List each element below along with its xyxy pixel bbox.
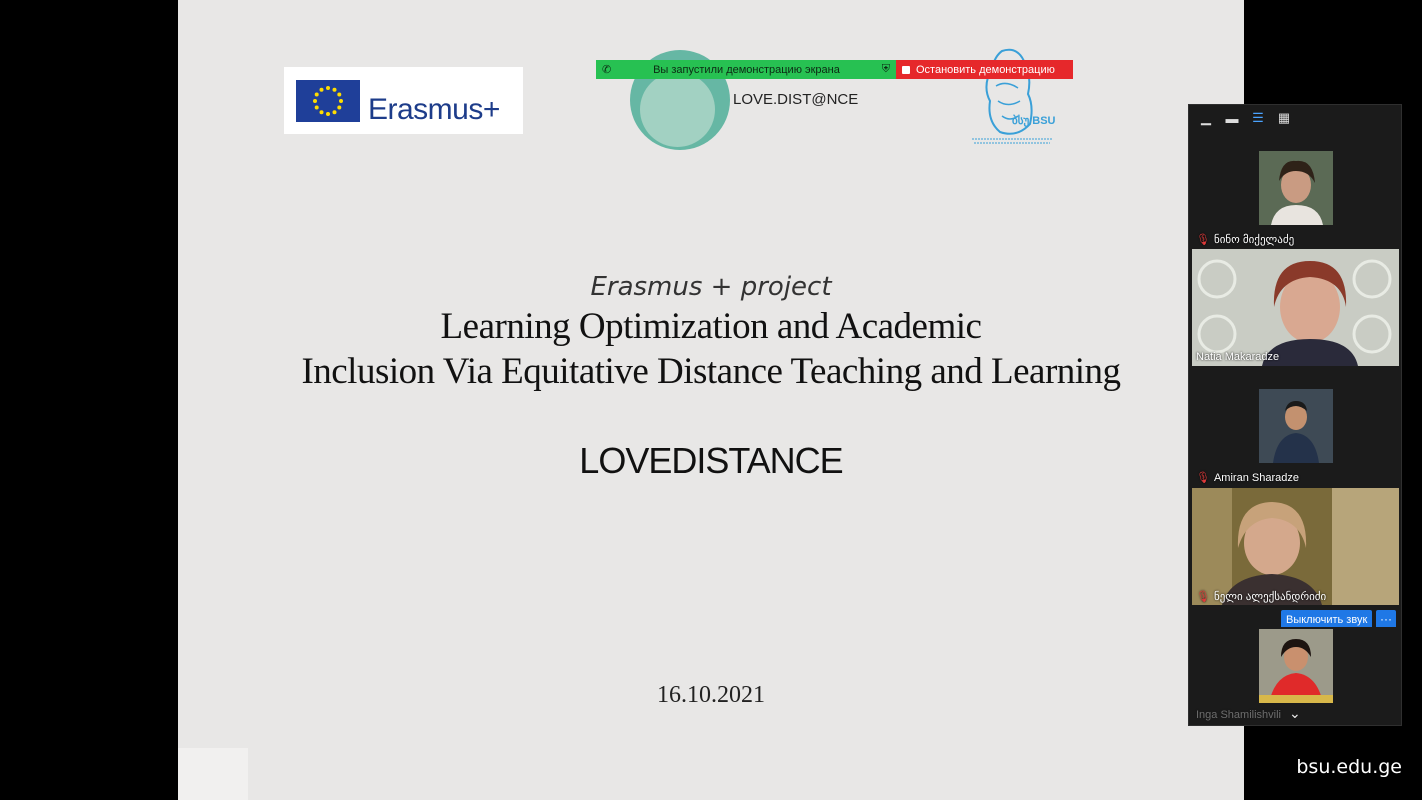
watermark: bsu.edu.ge: [1296, 756, 1402, 778]
stop-share-label: Остановить демонстрацию: [916, 63, 1055, 76]
presentation-slide: [178, 0, 1244, 800]
screen-share-bar: [596, 60, 1073, 79]
participant-avatar: [1259, 389, 1333, 463]
phone-icon: ✆: [602, 64, 612, 76]
participant-tile[interactable]: [1192, 249, 1399, 366]
project-acronym: LOVEDISTANCE: [579, 440, 843, 481]
eu-flag-icon: [296, 80, 360, 122]
chevron-down-icon[interactable]: ⌄: [1289, 705, 1301, 721]
slide-corner-overlay: [178, 748, 248, 800]
shield-icon: ⛨: [881, 63, 890, 75]
muted-mic-icon: 🎙: [1196, 472, 1210, 484]
participants-panel: [1188, 104, 1402, 726]
slide-subtitle: Erasmus + project: [590, 272, 832, 302]
bsu-logo-text: ბსუ BSU: [1012, 115, 1056, 127]
slide-title-line2: Inclusion Via Equitative Distance Teaching and Learning: [301, 351, 1121, 392]
participant-tile[interactable]: [1192, 369, 1399, 486]
muted-mic-icon: 🎙: [1196, 234, 1210, 246]
view-toolbar: [1189, 105, 1401, 131]
participant-name: Natia Makaradze: [1196, 351, 1280, 363]
single-view-icon[interactable]: ▬: [1225, 110, 1239, 126]
love-distance-logo-text: LOVE.DIST@NCE: [733, 91, 859, 108]
participant-name: Inga Shamilishvili: [1196, 709, 1281, 721]
participant-tile[interactable]: [1192, 131, 1399, 248]
share-status: [596, 60, 896, 79]
participant-tile[interactable]: [1192, 488, 1399, 605]
participant-video: [1192, 249, 1399, 366]
participant-video: [1192, 488, 1399, 605]
erasmus-logo-text: Erasmus+: [368, 92, 500, 126]
share-status-text: Вы запустили демонстрацию экрана: [653, 63, 840, 76]
participant-name: 🎙 ნელი ალექსანდრიძი: [1196, 591, 1327, 603]
slide-date: 16.10.2021: [657, 682, 765, 708]
erasmus-logo: [284, 67, 523, 134]
more-options-button[interactable]: ···: [1376, 610, 1396, 630]
gallery-view-icon[interactable]: ▦: [1277, 110, 1291, 125]
participant-avatar: [1259, 629, 1333, 703]
minimize-icon[interactable]: ▁: [1201, 110, 1211, 125]
participant-name: 🎙 Amiran Sharadze: [1196, 471, 1299, 484]
participant-avatar: [1259, 151, 1333, 225]
stop-share-button[interactable]: [896, 60, 1073, 79]
side-by-side-icon[interactable]: ☰: [1252, 110, 1264, 125]
participant-name: 🎙 ნინო მიქელაძე: [1196, 234, 1295, 246]
slide-title: [178, 304, 1244, 394]
mute-participant-button[interactable]: Выключить звук: [1281, 610, 1372, 630]
muted-mic-icon: 🎙: [1196, 591, 1210, 603]
slide-title-line1: Learning Optimization and Academic: [440, 306, 982, 347]
stop-icon: [902, 66, 910, 74]
